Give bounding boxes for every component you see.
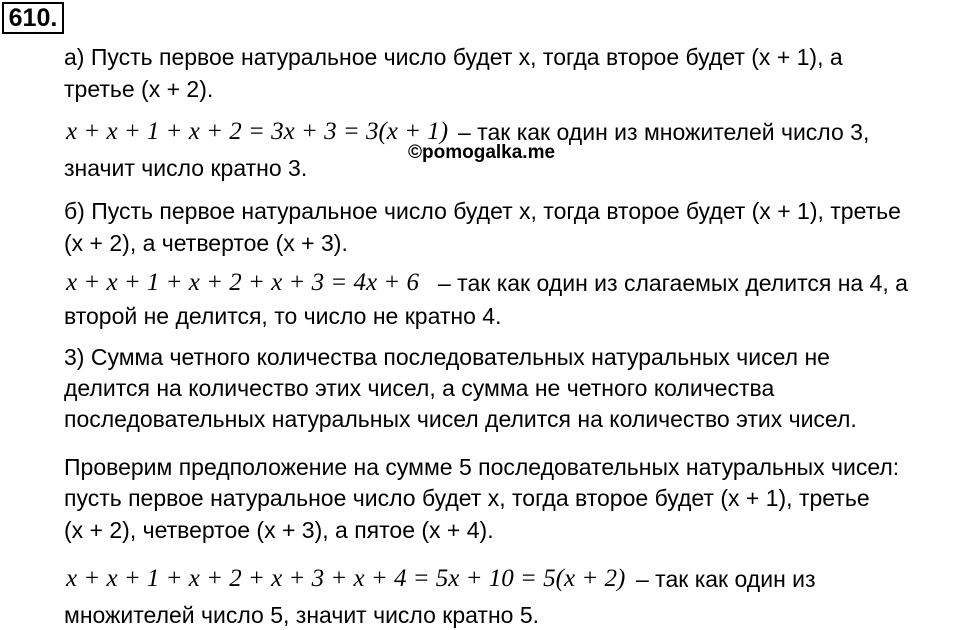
check-line-2: пусть первое натуральное число будет x, тогда второе будет (x + 1), третье — [64, 485, 870, 511]
part-c-line-3: последовательных натуральных чисел делится на количество этих чисел. — [64, 406, 857, 432]
watermark: ©pomogalka.me — [408, 142, 556, 163]
part-c-line-1: 3) Сумма четного количества последовательных натуральных чисел не — [64, 344, 830, 370]
part-a-line-1: а) Пусть первое натуральное число будет x, тогда второе будет (x + 1), а — [64, 44, 843, 70]
part-a-formula-text: – так как один из множителей число 3, — [458, 119, 870, 145]
part-b-formula-text: – так как один из слагаемых делится на 4, а — [438, 270, 908, 296]
part-b-line-2: (x + 2), а четвертое (x + 3). — [64, 230, 348, 256]
part-a-line-3: значит число кратно 3. — [64, 155, 308, 181]
part-b-line-3: второй не делится, то число не кратно 4. — [64, 303, 502, 329]
part-a-formula: x + x + 1 + x + 2 = 3x + 3 = 3(x + 1) — [66, 118, 449, 145]
part-a-line-2: третье (x + 2). — [64, 76, 214, 102]
check-formula-text: – так как один из — [636, 566, 816, 592]
part-b-formula: x + x + 1 + x + 2 + x + 3 = 4x + 6 — [66, 269, 419, 296]
check-line-1: Проверим предположение на сумме 5 последовательных натуральных чисел: — [64, 454, 900, 480]
check-line-3: (x + 2), четвертое (x + 3), а пятое (x + 4). — [64, 517, 494, 543]
part-b-line-1: б) Пусть первое натуральное число будет x, тогда второе будет (x + 1), третье — [64, 198, 901, 224]
check-line-4: множителей число 5, значит число кратно 5. — [64, 602, 540, 628]
problem-number: 610. — [2, 2, 64, 34]
part-c-line-2: делится на количество этих чисел, а сумма не четного количества — [64, 375, 775, 401]
check-formula: x + x + 1 + x + 2 + x + 3 + x + 4 = 5x + 10 = 5(x + 2) — [66, 565, 626, 592]
